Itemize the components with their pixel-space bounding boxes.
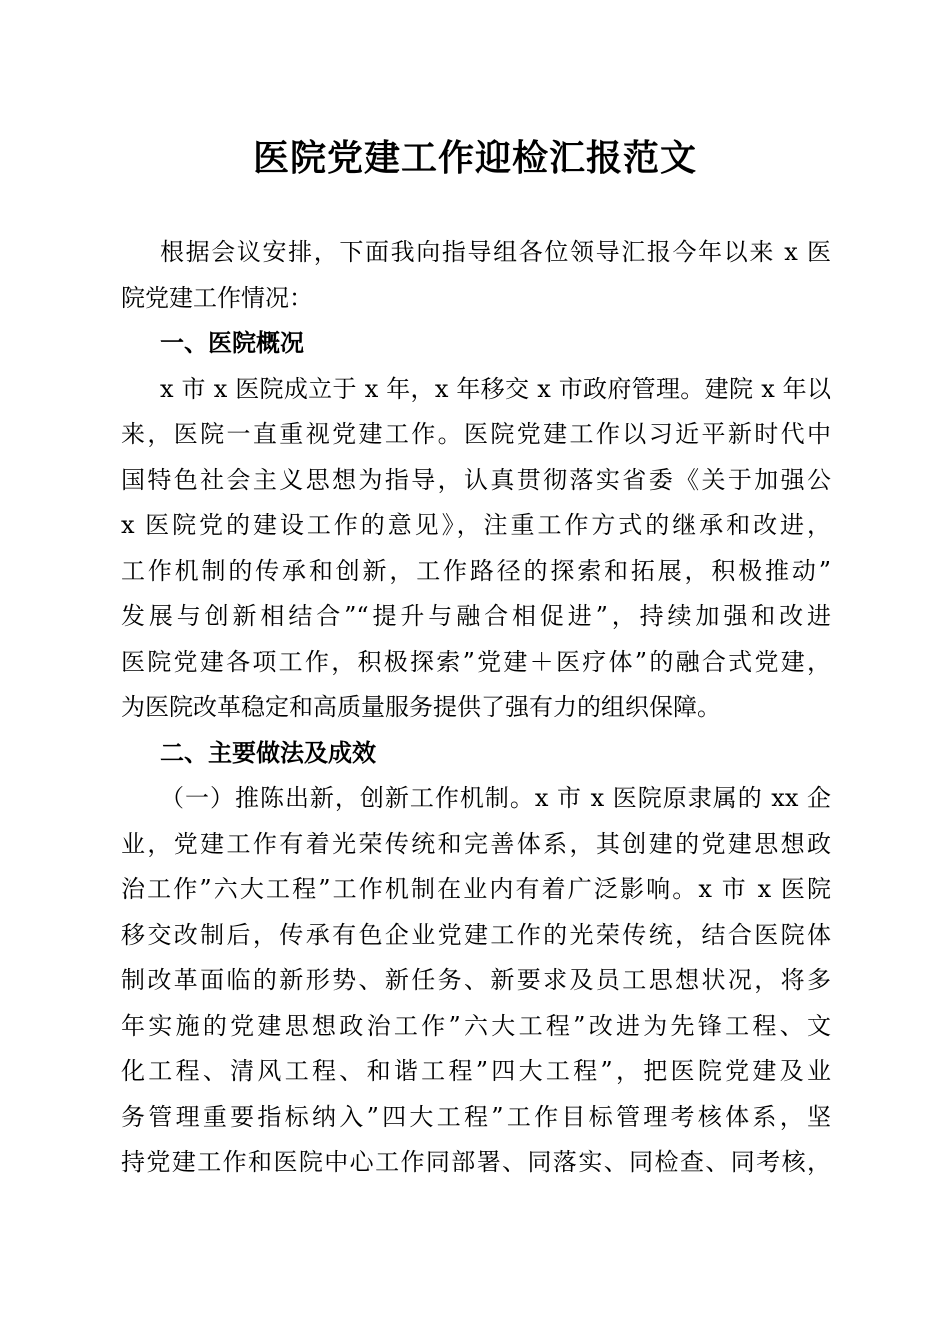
section2-line-9: 持党建工作和医院中心工作同部署、同落实、同检查、同考核， [121, 1148, 831, 1176]
section2-line-7: 化工程、清风工程、和谐工程”四大工程”，把医院党建及业 [121, 1057, 831, 1085]
section1-line-4: x 医院党的建设工作的意见》，注重工作方式的继承和改进， [121, 511, 831, 539]
section2-line-8: 务管理重要指标纳入”四大工程”工作目标管理考核体系，坚 [121, 1102, 831, 1131]
section2-line-2: 业，党建工作有着光荣传统和完善体系，其创建的党建思想政 [121, 829, 831, 858]
section1-line-2: 来，医院一直重视党建工作。医院党建工作以习近平新时代中 [121, 420, 831, 448]
section-heading-overview: 一、医院概况 [160, 329, 304, 357]
section2-line-6: 年实施的党建思想政治工作”六大工程”改进为先锋工程、文 [121, 1011, 831, 1040]
section-heading-practices: 二、主要做法及成效 [160, 738, 376, 767]
section1-line-3: 国特色社会主义思想为指导，认真贯彻落实省委《关于加强公 [121, 465, 831, 494]
section2-line-4: 移交改制后，传承有色企业党建工作的光荣传统，结合医院体 [121, 920, 831, 949]
section2-line-3: 治工作”六大工程”工作机制在业内有着广泛影响。x 市 x 医院 [121, 875, 831, 903]
intro-line-2: 院党建工作情况： [121, 283, 313, 312]
section1-line-6: 发展与创新相结合”“提升与融合相促进”，持续加强和改进 [121, 602, 831, 630]
intro-line-1: 根据会议安排，下面我向指导组各位领导汇报今年以来 x 医 [160, 238, 831, 266]
section1-line-1: x 市 x 医院成立于 x 年，x 年移交 x 市政府管理。建院 x 年以 [160, 374, 831, 403]
section1-line-5: 工作机制的传承和创新，工作路径的探索和拓展，积极推动” [121, 556, 831, 585]
section1-line-8: 为医院改革稳定和高质量服务提供了强有力的组织保障。 [121, 693, 721, 721]
document-title: 医院党建工作迎检汇报范文 [252, 137, 697, 179]
document-body [121, 230, 831, 1186]
section2-line-1: （一）推陈出新，创新工作机制。x 市 x 医院原隶属的 xx 企 [160, 784, 831, 812]
section2-line-5: 制改革面临的新形势、新任务、新要求及员工思想状况，将多 [121, 966, 831, 994]
section1-line-7: 医院党建各项工作，积极探索”党建＋医疗体”的融合式党建， [121, 647, 831, 676]
